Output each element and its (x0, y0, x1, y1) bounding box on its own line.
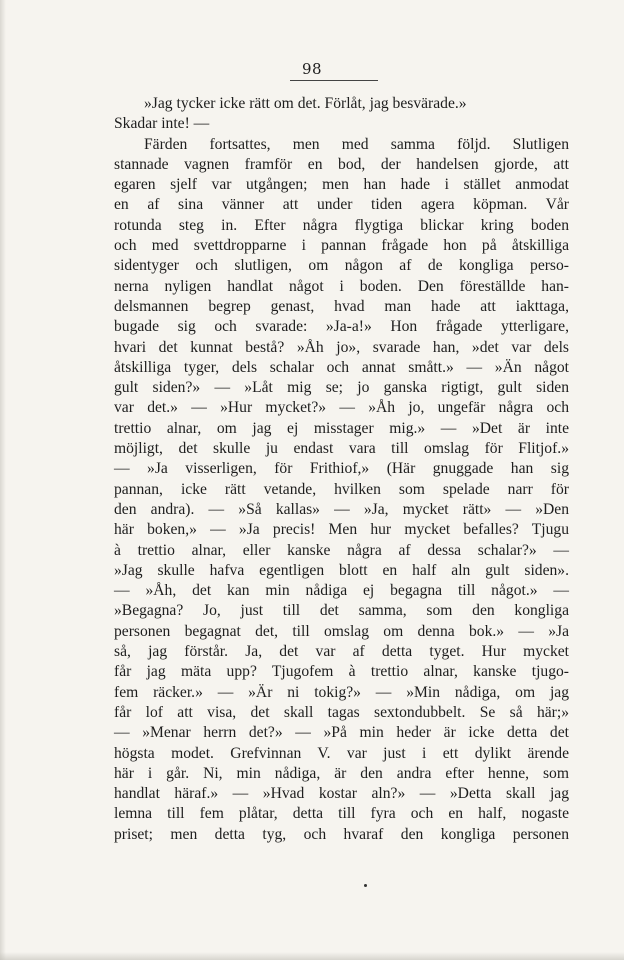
text-line: här i går. Ni, min nådiga, är den andra efter henne, som (114, 764, 569, 782)
text-line: egaren sjelf var utgången; men han hade i stället anmodat (114, 176, 569, 194)
text-line: personen begagnat det, till omslag om denna bok.» — »Ja (114, 622, 569, 640)
text-line: »Jag skulle hafva egentligen blott en half aln gult siden». (114, 561, 569, 579)
text-line: handlat häraf.» — »Hvad kostar aln?» — »Detta skall jag (114, 785, 569, 803)
text-line: pannan, icke rätt vetande, hvilken som spelade narr för (114, 480, 569, 498)
text-line: och med svettdropparne i pannan frågade hon på åtskilliga (114, 237, 569, 255)
text-line: delsmannen begrep genast, hvad man hade att iakttaga, (114, 297, 569, 315)
text-line: »Begagna? Jo, just till det samma, som den kongliga (114, 602, 569, 620)
text-line: — »Menar herrn det?» — »På min heder är icke detta det (114, 724, 569, 742)
text-line: var det.» — »Hur mycket?» — »Åh jo, ungefär några och (114, 399, 569, 417)
text-line: hvari det kunnat bestå? »Åh jo», svarade han, »det var dels (114, 338, 569, 356)
text-line: får jag mäta upp? Tjugofem à trettio alnar, kanske tjugo- (114, 663, 569, 681)
text-line: här boken,» — »Ja precis! Men hur mycket befalles? Tjugu (114, 521, 569, 539)
text-line: så, jag förstår. Ja, det var af detta tyget. Hur mycket (114, 643, 569, 661)
text-line: får lof att visa, det skall tagas sextondubbelt. Se så här;» (114, 703, 569, 721)
page-edge-shadow-left (0, 0, 6, 960)
page-number: 98 (301, 60, 323, 78)
text-line: — »Ja visserligen, för Frithiof,» (Här gnuggade han sig (114, 460, 569, 478)
text-line: »Jag tycker icke rätt om det. Förlåt, jag besvärade.» (144, 95, 467, 112)
text-line: trettio alnar, om jag ej misstager mig.» — »Det är inte (114, 419, 569, 437)
text-line: stannade vagnen framför en bod, der handelsen gjorde, att (114, 155, 569, 173)
text-line: möjligt, det skulle ju endast vara till omslag för Flitjof.» (114, 440, 569, 458)
text-line: lemna till fem plåtar, detta till fyra och en half, nogaste (114, 805, 569, 823)
text-line: — »Åh, det kan min nådiga ej begagna till något.» — (114, 582, 569, 600)
text-line: priset; men detta tyg, och hvaraf den kongliga personen (114, 825, 569, 843)
body-text (114, 94, 569, 845)
text-line: bugade sig och svarade: »Ja-a!» Hon frågade ytterligare, (114, 318, 569, 336)
ink-speck (364, 884, 367, 887)
text-line: högsta modet. Grefvinnan V. var just i ett dylikt ärende (114, 744, 569, 762)
text-line: åtskilliga tyger, dels schalar och annat smått.» — »Än något (114, 358, 569, 376)
text-line: fem räcker.» — »Är ni tokig?» — »Min nådiga, om jag (114, 683, 569, 701)
text-line: den andra). — »Så kallas» — »Ja, mycket rätt» — »Den (114, 500, 569, 518)
header-rule (290, 80, 378, 81)
text-line: à trettio alnar, eller kanske några af dessa schalar?» — (114, 541, 569, 559)
text-line: Skadar inte! — (114, 115, 210, 133)
text-line: gult siden?» — »Låt mig se; jo ganska rigtigt, gult siden (114, 379, 569, 397)
text-line: en af sina vänner att under tiden agera köpman. Vår (114, 196, 569, 214)
text-line: rotunda steg in. Efter några flygtiga blickar kring boden (114, 216, 569, 234)
text-line: sidentyger och slutligen, om någon af de kongliga perso- (114, 257, 569, 275)
text-line: nerna nyligen handlat något i boden. Den föreställde han- (114, 277, 569, 295)
text-line: Färden fortsattes, men med samma följd. Slutligen (144, 135, 569, 153)
page-edge-shadow-bottom (0, 952, 624, 960)
